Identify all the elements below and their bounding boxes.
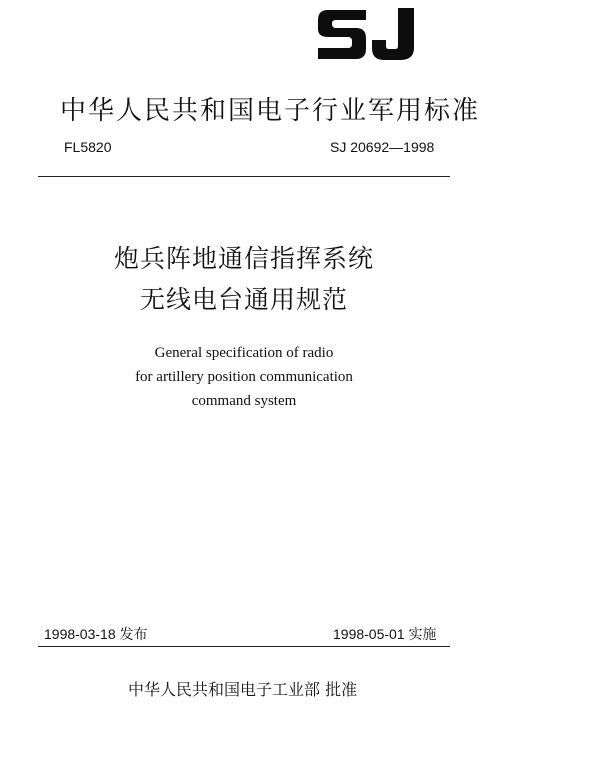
classification-code: FL5820 — [64, 139, 112, 155]
issue-date: 1998-03-18 发布 — [44, 626, 148, 642]
document-title-zh — [0, 238, 488, 320]
title-zh-line-1: 炮兵阵地通信指挥系统 — [113, 244, 374, 273]
footer-divider — [38, 646, 450, 647]
header-divider — [38, 176, 450, 177]
standard-category-title: 中华人民共和国电子行业军用标准 — [60, 96, 481, 126]
standard-number: SJ 20692—1998 — [330, 139, 435, 155]
title-en-line-1: General specification of radio — [154, 345, 334, 361]
logo-letter-s — [318, 10, 366, 59]
approving-authority: 中华人民共和国电子工业部 批准 — [128, 680, 358, 699]
title-zh-line-2: 无线电台通用规范 — [139, 285, 348, 314]
title-en-line-2: for artillery position communication — [135, 369, 353, 385]
implementation-date: 1998-05-01 实施 — [333, 626, 437, 642]
sj-logo — [314, 2, 418, 64]
logo-letter-j — [372, 8, 414, 60]
document-title-en — [0, 341, 488, 413]
title-en-line-3: command system — [191, 393, 297, 409]
